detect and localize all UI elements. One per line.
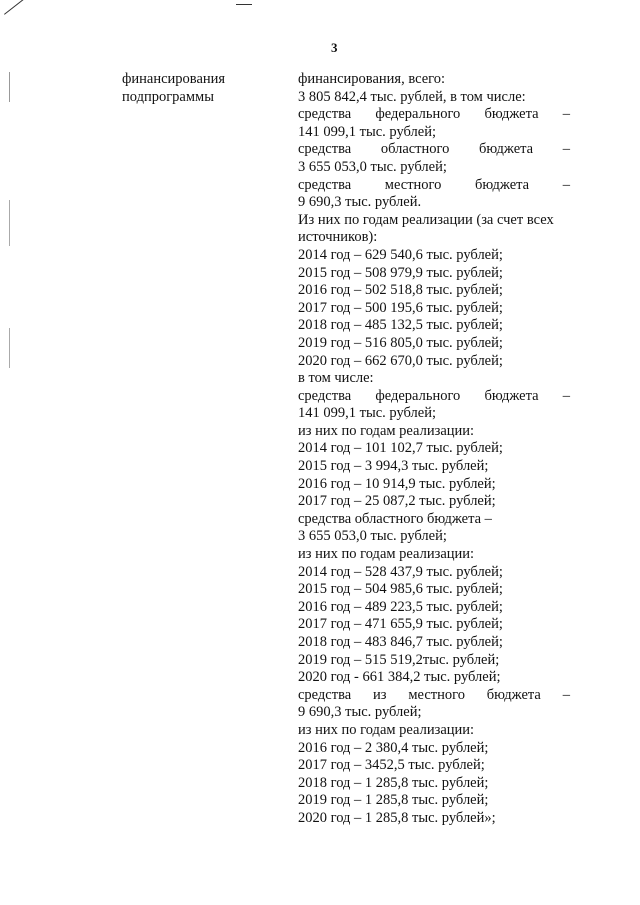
right-column-line: 9 690,3 тыс. рублей; — [298, 704, 422, 721]
right-column-financing-details — [298, 71, 570, 828]
justified-word: федерального — [375, 387, 461, 404]
justified-word: средства — [298, 106, 352, 123]
right-column-line: 2016 год – 2 380,4 тыс. рублей; — [298, 739, 489, 756]
right-column-line: в том числе: — [298, 370, 374, 387]
right-column-line: 2020 год – 662 670,0 тыс. рублей; — [298, 352, 503, 369]
right-column-line: 9 690,3 тыс. рублей. — [298, 194, 422, 211]
scan-artifact-top — [236, 4, 252, 5]
scan-artifact-left-1 — [9, 72, 10, 102]
right-column-line: 141 099,1 тыс. рублей; — [298, 123, 436, 140]
scan-artifact-left-2 — [9, 200, 10, 246]
justified-word: бюджета — [486, 686, 541, 703]
page-number: 3 — [331, 40, 338, 55]
left-column-line: подпрограммы — [122, 88, 214, 105]
right-column-line — [298, 388, 570, 406]
scan-artifact-diagonal — [4, 0, 27, 15]
right-column-line: 2019 год – 1 285,8 тыс. рублей; — [298, 792, 489, 809]
justified-word: – — [562, 141, 570, 158]
right-column-line: источников): — [298, 229, 378, 246]
right-column-line — [298, 687, 570, 705]
justified-word: – — [562, 176, 570, 193]
justified-word: областного — [380, 141, 450, 158]
right-column-line — [298, 177, 570, 195]
right-column-line: финансирования, всего: — [298, 71, 446, 87]
right-column-line: 2018 год – 483 846,7 тыс. рублей; — [298, 634, 503, 650]
right-column-line: 3 655 053,0 тыс. рублей; — [298, 528, 447, 545]
right-column-line: 2018 год – 485 132,5 тыс. рублей; — [298, 317, 503, 334]
justified-word: средства — [298, 176, 352, 193]
right-column-line: из них по годам реализации: — [298, 546, 475, 563]
justified-word: бюджета — [479, 141, 534, 158]
right-column-line: 2017 год – 500 195,6 тыс. рублей; — [298, 299, 503, 316]
right-column-line: 2020 год - 661 384,2 тыс. рублей; — [298, 669, 501, 686]
right-column-line: из них по годам реализации: — [298, 721, 475, 738]
justified-word: – — [562, 387, 570, 404]
right-column-line: 2018 год – 1 285,8 тыс. рублей; — [298, 774, 489, 791]
right-column-line: 3 655 053,0 тыс. рублей; — [298, 158, 447, 175]
right-column-line: 2015 год – 508 979,9 тыс. рублей; — [298, 264, 503, 281]
justified-word: бюджета — [484, 387, 539, 404]
right-column-line: 2016 год – 502 518,8 тыс. рублей; — [298, 282, 503, 299]
justified-word: бюджета — [484, 106, 539, 123]
right-column-line: 2019 год – 515 519,2тыс. рублей; — [298, 651, 500, 668]
justified-word: бюджета — [475, 176, 530, 193]
right-column-line: 2014 год – 101 102,7 тыс. рублей; — [298, 440, 503, 457]
justified-word: – — [562, 686, 570, 703]
right-column-line: 2015 год – 504 985,6 тыс. рублей; — [298, 581, 503, 598]
left-column-label — [122, 71, 282, 106]
right-column-line: 141 099,1 тыс. рублей; — [298, 405, 436, 422]
right-column-line: из них по годам реализации: — [298, 422, 475, 439]
right-column-line: 2014 год – 629 540,6 тыс. рублей; — [298, 246, 503, 263]
right-column-line — [298, 106, 570, 124]
right-column-line: 2015 год – 3 994,3 тыс. рублей; — [298, 458, 489, 475]
right-column-line — [298, 141, 570, 159]
justified-word: местного — [408, 686, 465, 703]
right-column-line: 2016 год – 489 223,5 тыс. рублей; — [298, 598, 503, 615]
left-column-line: финансирования — [122, 71, 226, 87]
right-column-line: 2016 год – 10 914,9 тыс. рублей; — [298, 475, 496, 492]
justified-word: средства — [298, 141, 352, 158]
right-column-line: 2014 год – 528 437,9 тыс. рублей; — [298, 563, 503, 580]
right-column-line: 2017 год – 25 087,2 тыс. рублей; — [298, 493, 496, 510]
right-column-line: 2019 год – 516 805,0 тыс. рублей; — [298, 334, 503, 351]
justified-word: средства — [298, 387, 352, 404]
right-column-line: 2017 год – 471 655,9 тыс. рублей; — [298, 616, 503, 633]
justified-word: местного — [384, 176, 442, 193]
right-column-line: Из них по годам реализации (за счет всех — [298, 211, 554, 228]
scan-artifact-left-3 — [9, 328, 10, 368]
right-column-line: 2020 год – 1 285,8 тыс. рублей»; — [298, 809, 496, 826]
justified-word: из — [373, 686, 387, 703]
right-column-line: 3 805 842,4 тыс. рублей, в том числе: — [298, 88, 526, 105]
right-column-line: 2017 год – 3452,5 тыс. рублей; — [298, 757, 485, 774]
justified-word: средства — [298, 686, 352, 703]
justified-word: – — [562, 106, 570, 123]
right-column-line: средства областного бюджета – — [298, 510, 492, 527]
justified-word: федерального — [375, 106, 461, 123]
